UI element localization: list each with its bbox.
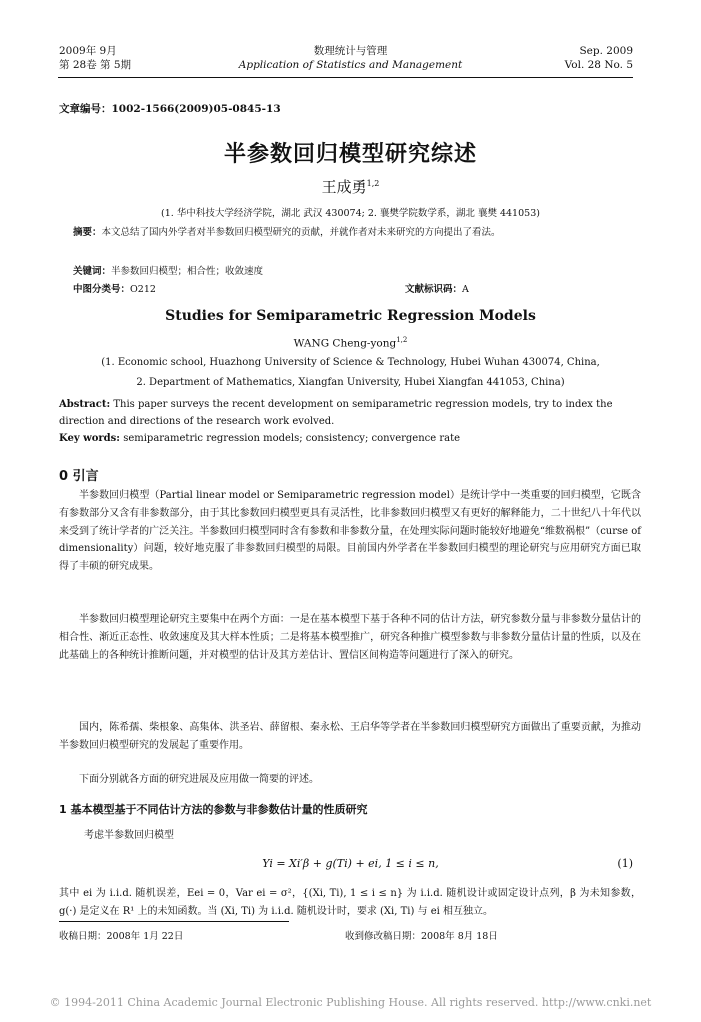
paragraph-5: 其中 ei 为 i.i.d. 随机误差，Eei = 0，Var ei = σ²，{(Xi, Ti), 1 ≤ i ≤ n} 为 i.i.d. 随机设计或固定设计点列，β 为未知参数，g(·) 是定义在 R¹ 上的未知函数。当 (Xi, Ti) 为 i.i.d. 随机设计时，要求 (Xi, Ti) 与 ei 相互独立。 [59,888,641,917]
keywords-en: Key words: semiparametric regression models; consistency; convergence rate [59,433,461,444]
keywords-cn: 关键词：半参数回归模型；相合性；收敛速度 [73,266,264,277]
journal-name: 数理统计与管理 Application of Statistics and Management [238,45,463,71]
journal-date-volume: 2009年 9月 第 28卷 第 5期 [59,45,132,71]
journal-date-en: Sep. 2009 Vol. 28 No. 5 [564,45,633,71]
title-cn: 半参数回归模型研究综述 [223,142,477,167]
copyright-notice: © 1994-2011 China Academic Journal Electronic Publishing House. All rights reserved. http://www.cnki.net [49,996,652,1009]
equation-1: Yi = Xi′β + g(Ti) + ei, 1 ≤ i ≤ n, [262,857,439,870]
title-en: Studies for Semiparametric Regression Models [165,308,536,324]
abstract-en: Abstract: This paper surveys the recent development on semiparametric regression models, try to index the direction and directions of the research work evolved. [59,399,613,427]
paragraph-4: 下面分别就各方面的研究进展及应用做一简要的评述。 [79,774,319,785]
section-heading-intro: 0 引言 [59,469,99,484]
paragraph-2: 半参数回归模型理论研究主要集中在两个方面：一是在基本模型下基于各种不同的估计方法，研究参数分量与非参数分量估计的相合性、渐近正态性、收敛速度及其大样本性质；二是将基本模型推广，研究各种推广模型参数与非参数分量估计量的性质，以及在此基础上的各种统计推断问题，并对模型的估计及其方差估计、置信区间构造等问题进行了深入的研究。 [59,614,641,661]
footnote-rule [59,921,289,922]
paragraph-1: 半参数回归模型（Partial linear model or Semiparametric regression model）是统计学中一类重要的回归模型，它既含有参数部分又含有非参数部分，由于其比参数回归模型更具有灵活性，比非参数回归模型又有更好的解释能力，二十世纪八十年代以来受到了统计学者的广泛关注。半参数回归模型同时含有参数和非参数分量，在处理实际问题时能较好地避免“维数祸根”（curse of dimensionality）问题，较好地克服了非参数回归模型的局限。目前国内外学者在半参数回归模型的理论研究与应用研究方面已取得了丰硕的研究成果。 [59,490,641,573]
header-rule [58,77,633,78]
affiliation-en-1: (1. Economic school, Huazhong University of Science & Technology, Hubei Wuhan 430074, China, [101,357,600,368]
article-number: 文章编号：1002-1566(2009)05-0845-13 [59,103,281,115]
classification-row: 中图分类号：O212 文献标识码：A [73,281,633,295]
received-date: 收稿日期：2008年 1月 22日 [59,931,184,942]
paragraph-3: 国内，陈希孺、柴根象、高集体、洪圣岩、薛留根、秦永松、王启华等学者在半参数回归模型研究方面做出了重要贡献，为推动半参数回归模型研究的发展起了重要作用。 [59,722,641,751]
model-intro: 考虑半参数回归模型 [84,830,174,841]
document-code: 文献标识码：A [405,284,469,295]
revised-date: 收到修改稿日期：2008年 8月 18日 [345,931,498,942]
author-cn: 王成勇$^{1,2}$ [321,178,380,196]
section-heading-1: 1 基本模型基于不同估计方法的参数与非参数估计量的性质研究 [59,803,368,816]
affiliation-en-2: 2. Department of Mathematics, Xiangfan University, Hubei Xiangfan 441053, China) [136,377,565,388]
abstract-cn: 摘要：本文总结了国内外学者对半参数回归模型研究的贡献，并就作者对未来研究的方向提出了看法。 [73,227,501,238]
affiliation-cn: (1. 华中科技大学经济学院，湖北 武汉 430074; 2. 襄樊学院数学系，湖北 襄樊 441053) [161,208,540,219]
equation-number: (1) [617,857,633,870]
author-en: WANG Cheng-yong$^{1,2}$ [293,336,408,350]
